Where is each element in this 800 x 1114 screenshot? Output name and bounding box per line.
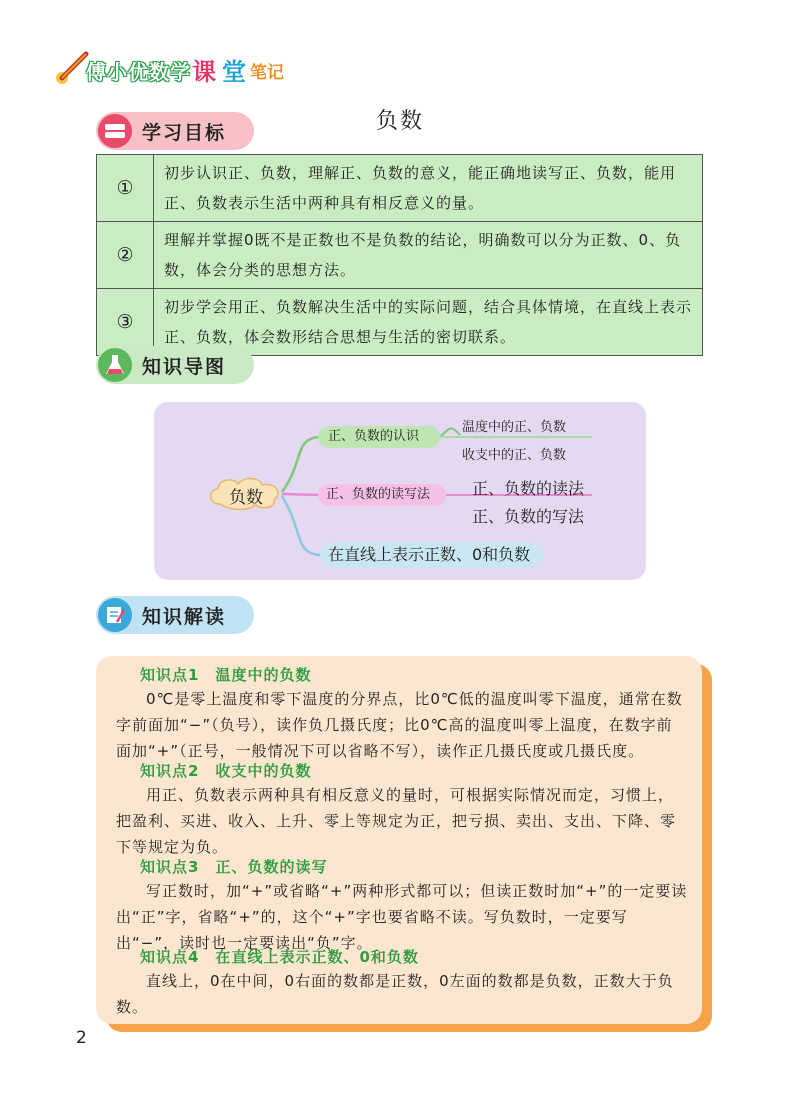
leaf-reading: 正、负数的读法 — [472, 479, 585, 498]
brand-main-text: 傅小优数学 — [86, 60, 191, 84]
brand-logo — [52, 50, 302, 94]
branch-number-line: 在直线上表示正数、0和负数 — [320, 542, 544, 568]
section-goals-label: 学习目标 — [142, 121, 227, 144]
notebook-icon — [98, 598, 132, 632]
goals-table — [96, 154, 703, 356]
mind-map-root — [206, 474, 286, 512]
root-label: 负数 — [229, 488, 263, 508]
brand-tang: 堂 — [222, 58, 246, 86]
leaf-temperature: 温度中的正、负数 — [462, 420, 567, 435]
goal-text: 初步认识正、负数，理解正、负数的意义，能正确地读写正、负数，能用正、负数表示生活中两种具有相反意义的量。 — [154, 155, 703, 222]
table-row — [97, 155, 703, 222]
table-row — [97, 222, 703, 289]
branch-read-write: 正、负数的读写法 — [318, 484, 446, 506]
point-text: 0℃是零上温度和零下温度的分界点，比0℃低的温度叫零下温度，通常在数字前面加“−”（负号），读作负几摄氏度；比0℃高的温度叫零上温度，在数字前面加“+”（正号，一般情况下可以省略不写），读作正几摄氏度或几摄氏度。 — [116, 690, 683, 760]
goal-number: ① — [97, 155, 154, 222]
point-title: 知识点4 在直线上表示正数、0和负数 — [140, 948, 419, 966]
leaf-income-expense: 收支中的正、负数 — [462, 448, 567, 463]
section-reading-label: 知识解读 — [142, 605, 227, 628]
goal-number: ② — [97, 222, 154, 289]
brand-biji: 笔记 — [250, 63, 284, 83]
flask-icon — [98, 348, 132, 382]
section-map-header — [96, 346, 254, 384]
section-map-label: 知识导图 — [142, 355, 227, 378]
books-icon — [98, 114, 132, 148]
point-text: 写正数时，加“+”或省略“+”两种形式都可以；但读正数时加“+”的一定要读出“正”字，省略“+”的，这个“+”字也要省略不读。写负数时，一定要写出“−”，读时也一定要读出“负”字。 — [116, 882, 688, 952]
section-reading-header — [96, 596, 254, 634]
point-text: 用正、负数表示两种具有相反意义的量时，可根据实际情况而定，习惯上，把盈利、买进、收入、上升、零上等规定为正，把亏损、卖出、支出、下降、零下等规定为负。 — [116, 786, 677, 856]
goal-number: ③ — [97, 289, 154, 356]
point-title: 知识点1 温度中的负数 — [140, 666, 312, 684]
section-goals-header — [96, 112, 254, 150]
page-number: 2 — [76, 1028, 87, 1048]
leaf-writing: 正、负数的写法 — [472, 507, 585, 526]
page-title: 负数 — [375, 109, 424, 134]
goal-text: 初步学会用正、负数解决生活中的实际问题，结合具体情境，在直线上表示正、负数，体会数形结合思想与生活的密切联系。 — [154, 289, 703, 356]
brand-ke: 课 — [192, 58, 216, 86]
mind-map — [154, 402, 646, 580]
branch-recognition: 正、负数的认识 — [318, 426, 440, 448]
point-text: 直线上，0在中间，0右面的数都是正数，0左面的数都是负数，正数大于负数。 — [116, 972, 674, 1016]
goal-text: 理解并掌握0既不是正数也不是负数的结论，明确数可以分为正数、0、负数，体会分类的思想方法。 — [154, 222, 703, 289]
point-title: 知识点2 收支中的负数 — [140, 762, 312, 780]
point-title: 知识点3 正、负数的读写 — [140, 858, 328, 876]
reading-box — [96, 656, 702, 1024]
